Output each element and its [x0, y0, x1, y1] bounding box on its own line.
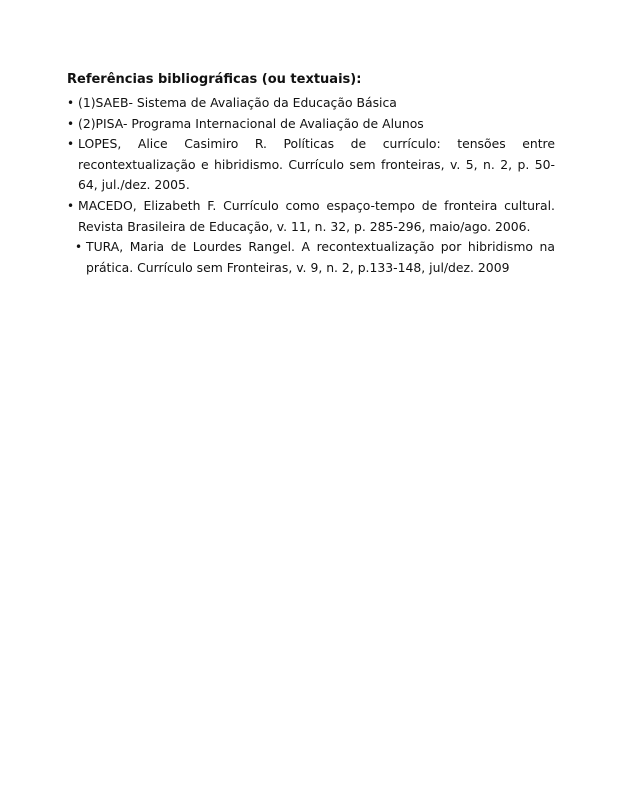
bullet-icon: •: [67, 137, 75, 152]
reference-text: (1)SAEB- Sistema de Avaliação da Educação Básica: [78, 95, 397, 110]
reference-item: [67, 134, 555, 196]
reference-text: MACEDO, Elizabeth F. Currículo como espaço-tempo de fronteira cultural. Revista Brasileira de Educação, v. 11, n. 32, p. 285-296, maio/ago. 2006.: [78, 197, 555, 234]
reference-text: LOPES, Alice Casimiro R. Políticas de currículo: tensões entre recontextualização e hibridismo. Currículo sem fronteiras, v. 5, n. 2, p. 50-64, jul./dez. 2005.: [78, 136, 555, 193]
reference-item: [67, 114, 555, 135]
bullet-icon: •: [75, 240, 83, 255]
reference-item: [67, 237, 555, 278]
reference-text: TURA, Maria de Lourdes Rangel. A recontextualização por hibridismo na prática. Currículo sem Fronteiras, v. 9, n. 2, p.133-148, jul/dez. 2009: [86, 239, 555, 275]
bullet-icon: •: [67, 116, 75, 131]
references-heading: Referências bibliográficas (ou textuais):: [67, 72, 362, 87]
reference-item: [67, 196, 555, 237]
bullet-icon: •: [67, 198, 75, 213]
bullet-icon: •: [67, 96, 75, 110]
references-list: [67, 93, 555, 278]
reference-text: (2)PISA- Programa Internacional de Avaliação de Alunos: [78, 115, 424, 131]
reference-item: [67, 93, 555, 114]
